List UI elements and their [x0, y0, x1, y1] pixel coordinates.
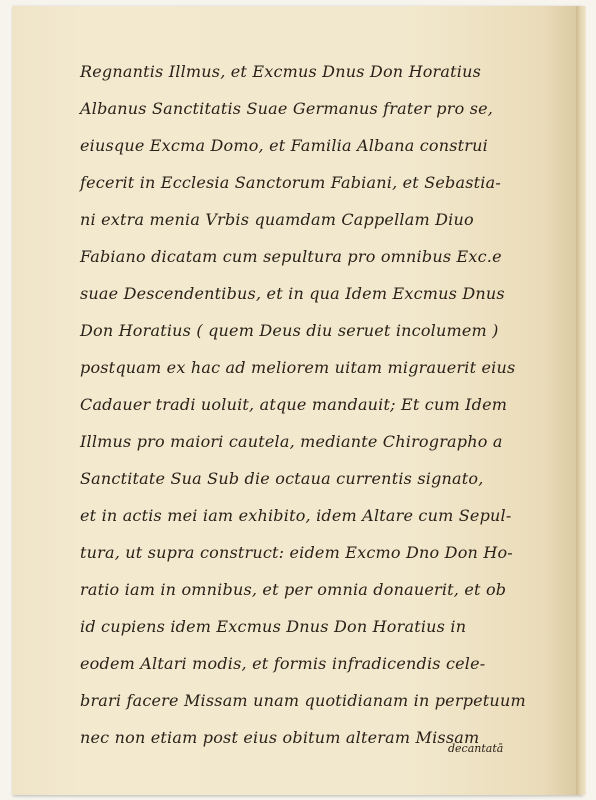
text-line: Sanctitate Sua Sub die octaua currentis signato, — [80, 469, 484, 488]
text-line: Fabiano dicatam cum sepultura pro omnibus Exc.e — [80, 247, 502, 266]
page-edge — [576, 6, 586, 795]
text-line: suae Descendentibus, et in qua Idem Excmus Dnus — [80, 284, 505, 303]
text-line: tura, ut supra construct: eidem Excmo Dno Don Ho- — [80, 543, 513, 562]
manuscript-text — [80, 60, 550, 760]
text-line: Regnantis Illmus, et Excmus Dnus Don Horatius — [80, 62, 482, 81]
text-line: eodem Altari modis, et formis infradicendis cele- — [80, 654, 486, 673]
text-line: ni extra menia Vrbis quamdam Cappellam Diuo — [80, 210, 474, 229]
text-line: fecerit in Ecclesia Sanctorum Fabiani, et Sebastia- — [80, 173, 501, 192]
text-line: Albanus Sanctitatis Suae Germanus frater pro se, — [80, 99, 494, 118]
text-line: id cupiens idem Excmus Dnus Don Horatius in — [80, 617, 467, 636]
text-line: Don Horatius ( quem Deus diu seruet incolumem ) — [80, 321, 499, 340]
text-line: postquam ex hac ad meliorem uitam migrauerit eius — [80, 358, 516, 377]
text-line: nec non etiam post eius obitum alteram Missam — [80, 728, 480, 747]
text-line: et in actis mei iam exhibito, idem Altare cum Sepul- — [80, 506, 512, 525]
text-line: Cadauer tradi uoluit, atque mandauit; Et cum Idem — [80, 395, 508, 414]
text-line: ratio iam in omnibus, et per omnia donauerit, et ob — [80, 580, 507, 599]
text-line: eiusque Excma Domo, et Familia Albana construi — [80, 136, 488, 155]
catchword: decantatā — [448, 742, 504, 755]
text-line: brari facere Missam unam quotidianam in perpetuum — [80, 691, 526, 710]
text-line: Illmus pro maiori cautela, mediante Chirographo a — [80, 432, 503, 451]
